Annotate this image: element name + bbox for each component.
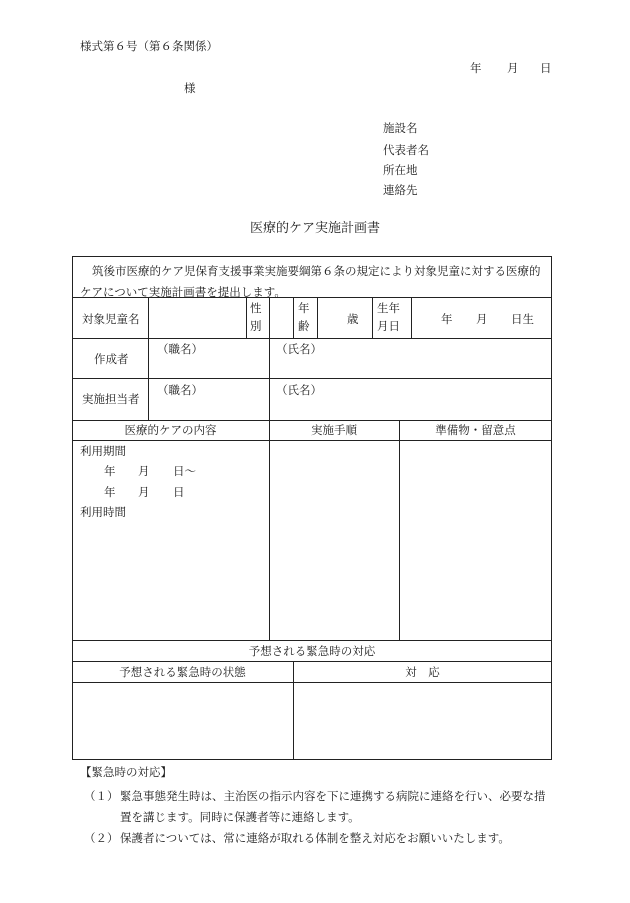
- row-divider: [72, 440, 552, 441]
- col-divider: [246, 297, 247, 338]
- addressee-suffix: 様: [184, 81, 196, 95]
- period-from-month: 月: [138, 464, 150, 478]
- birth-year-label: 年: [441, 312, 453, 326]
- col-divider: [269, 297, 270, 338]
- row-divider: [72, 640, 552, 641]
- row-divider: [72, 682, 552, 683]
- period-from-year: 年: [104, 464, 116, 478]
- row-divider: [72, 661, 552, 662]
- usage-period-label: 利用期間: [80, 444, 126, 458]
- form-number: 様式第６号（第６条関係）: [80, 39, 218, 53]
- row-divider: [72, 338, 552, 339]
- birth-day-label: 日生: [511, 312, 534, 326]
- sex-label: 性: [250, 301, 262, 315]
- row-divider: [72, 297, 552, 298]
- col-header-emergency-state: 予想される緊急時の状態: [119, 665, 246, 679]
- row-divider: [72, 420, 552, 421]
- note-number: （２）: [84, 831, 119, 845]
- creator-label: 作成者: [94, 352, 129, 366]
- date-month-label: 月: [507, 61, 519, 75]
- emergency-heading: 予想される緊急時の対応: [248, 644, 376, 658]
- col-header-emergency-response: 対 応: [405, 665, 440, 679]
- creator-name-hint: （氏名）: [276, 342, 322, 356]
- creator-title-hint: （職名）: [157, 342, 203, 356]
- birth-label: 生年: [377, 301, 400, 315]
- period-to-year: 年: [104, 485, 116, 499]
- sender-contact-label: 連絡先: [383, 183, 418, 197]
- sender-address-label: 所在地: [383, 163, 418, 177]
- col-divider: [317, 297, 318, 338]
- date-year-label: 年: [470, 61, 482, 75]
- col-divider: [293, 297, 294, 338]
- birth-month-label: 月: [476, 312, 488, 326]
- intro-statement: 筑後市医療的ケア児保育支援事業実施要綱第６条の規定により対象児童に対する医療的ケアについて実施計画書を提出します。: [80, 264, 541, 299]
- col-header-procedure: 実施手順: [311, 423, 357, 437]
- period-to-day: 日: [173, 485, 185, 499]
- child-name-label: 対象児童名: [82, 312, 140, 326]
- sender-facility-label: 施設名: [383, 121, 418, 135]
- col-divider: [399, 420, 400, 640]
- note-text: 緊急事態発生時は、主治医の指示内容を下に連携する病院に連絡を行い、必要な措置を講じます。同時に保護者等に連絡します。: [120, 789, 546, 824]
- col-divider: [148, 297, 149, 420]
- note-item: [84, 786, 554, 828]
- staff-label: 実施担当者: [82, 392, 140, 406]
- sender-representative-label: 代表者名: [383, 143, 429, 157]
- age-label: 齢: [298, 319, 310, 333]
- col-header-supplies: 準備物・留意点: [435, 423, 516, 437]
- staff-title-hint: （職名）: [157, 383, 203, 397]
- period-to-month: 月: [138, 485, 150, 499]
- col-divider: [269, 420, 270, 640]
- row-divider: [72, 378, 552, 379]
- sex-label: 別: [250, 319, 262, 333]
- document-title: 医療的ケア実施計画書: [249, 221, 380, 236]
- date-day-label: 日: [540, 61, 552, 75]
- col-divider: [411, 297, 412, 338]
- period-from-day: 日～: [173, 464, 196, 478]
- note-number: （１）: [84, 789, 119, 803]
- plan-form-table: [72, 256, 552, 760]
- age-unit: 歳: [347, 312, 359, 326]
- notes-heading: 【緊急時の対応】: [80, 765, 172, 779]
- staff-name-hint: （氏名）: [276, 383, 322, 397]
- usage-time-label: 利用時間: [80, 505, 126, 519]
- age-label: 年: [298, 301, 310, 315]
- col-divider: [372, 297, 373, 338]
- col-header-care-content: 医療的ケアの内容: [124, 423, 217, 437]
- birth-label: 月日: [377, 319, 400, 333]
- note-item: [84, 828, 554, 849]
- col-divider: [269, 338, 270, 420]
- note-text: 保護者については、常に連絡が取れる体制を整え対応をお願いいたします。: [120, 831, 510, 845]
